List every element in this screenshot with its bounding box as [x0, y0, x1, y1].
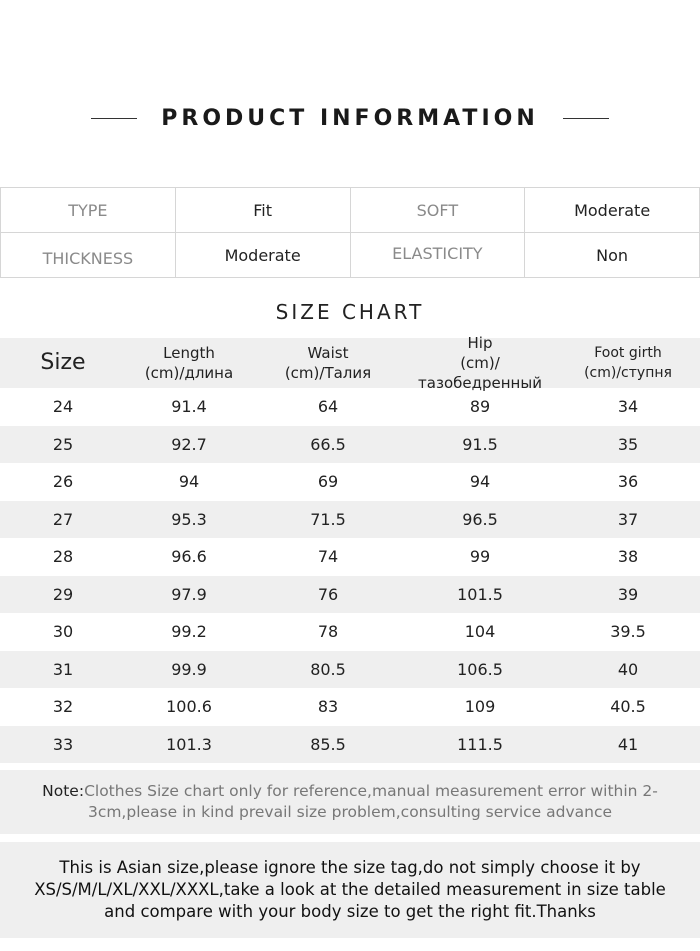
note-paragraph [18, 781, 682, 823]
header-waist-line2: (cm)/Талия [284, 364, 372, 382]
info-label-soft: SOFT [350, 188, 525, 233]
cell-waist: 71.5 [310, 509, 346, 529]
table-row [0, 688, 700, 726]
header-waist [252, 343, 404, 383]
size-chart-body [0, 388, 700, 763]
cell-foot-girth: 37 [617, 509, 639, 529]
heading-right-rule [563, 118, 609, 119]
header-foot-girth-line2: (cm)/ступня [584, 365, 672, 381]
cell-waist: 80.5 [310, 659, 346, 679]
cell-hip: 106.5 [457, 659, 503, 679]
asian-size-notice-text: This is Asian size,please ignore the size tag,do not simply choose it by XS/S/M/L/XL/XXL/XXXL,take a look at the detailed measurement in size table and compare with your body size to get the right fit.Thanks [34, 858, 666, 921]
header-hip-line1: Hip [467, 334, 493, 352]
heading-left-rule [91, 118, 137, 119]
info-row-2 [1, 233, 700, 278]
cell-foot-girth: 34 [617, 397, 639, 417]
cell-hip: 89 [469, 397, 491, 417]
cell-length: 97.9 [171, 584, 207, 604]
cell-waist: 83 [317, 697, 339, 717]
cell-foot-girth: 40.5 [610, 697, 646, 717]
cell-size: 25 [52, 434, 74, 454]
table-row [0, 501, 700, 539]
cell-size: 30 [52, 622, 74, 642]
info-value-soft: Moderate [525, 188, 700, 233]
header-size-label: Size [40, 350, 86, 375]
cell-size: 32 [52, 697, 74, 717]
header-length-line2: (cm)/длина [144, 364, 234, 382]
cell-size: 24 [52, 397, 74, 417]
note-label: Note: [42, 782, 85, 800]
cell-hip: 94 [469, 472, 491, 492]
info-value-type: Fit [175, 188, 350, 233]
cell-waist: 69 [317, 472, 339, 492]
table-row [0, 613, 700, 651]
size-chart-title: SIZE CHART [275, 300, 425, 324]
cell-hip: 111.5 [457, 734, 503, 754]
cell-size: 28 [52, 547, 74, 567]
asian-size-notice [0, 842, 700, 938]
cell-hip: 101.5 [457, 584, 503, 604]
cell-foot-girth: 39 [617, 584, 639, 604]
cell-length: 94 [178, 472, 200, 492]
cell-hip: 99 [469, 547, 491, 567]
cell-length: 95.3 [171, 509, 207, 529]
product-info-table [0, 187, 700, 278]
cell-size: 27 [52, 509, 74, 529]
info-value-thickness: Moderate [175, 233, 350, 278]
header-foot-girth [556, 343, 700, 383]
size-chart-header-row [0, 334, 700, 392]
cell-hip: 91.5 [462, 434, 498, 454]
product-information-heading [0, 100, 700, 136]
header-length [126, 343, 252, 383]
cell-hip: 104 [464, 622, 496, 642]
table-row [0, 538, 700, 576]
cell-hip: 96.5 [462, 509, 498, 529]
cell-length: 92.7 [171, 434, 207, 454]
cell-waist: 66.5 [310, 434, 346, 454]
info-row-1 [1, 188, 700, 233]
cell-length: 101.3 [166, 734, 212, 754]
header-length-line1: Length [163, 344, 215, 362]
size-chart-table [0, 334, 700, 763]
table-row [0, 426, 700, 464]
info-label-thickness: THICKNESS [1, 233, 176, 278]
cell-foot-girth: 36 [617, 472, 639, 492]
info-label-elasticity: ELASTICITY [350, 233, 525, 278]
table-row [0, 388, 700, 426]
header-size [0, 350, 126, 375]
product-information-title: PRODUCT INFORMATION [161, 105, 539, 131]
header-hip-line2: (cm)/тазобедренный [418, 354, 542, 392]
cell-waist: 78 [317, 622, 339, 642]
note-text: Clothes Size chart only for reference,manual measurement error within 2-3cm,please in kind prevail size problem,consulting service advance [84, 782, 658, 821]
info-value-elasticity: Non [525, 233, 700, 278]
info-label-type: TYPE [1, 188, 176, 233]
cell-foot-girth: 35 [617, 434, 639, 454]
cell-length: 99.2 [171, 622, 207, 642]
header-foot-girth-line1: Foot girth [594, 345, 662, 361]
cell-length: 96.6 [171, 547, 207, 567]
cell-size: 29 [52, 584, 74, 604]
cell-waist: 85.5 [310, 734, 346, 754]
cell-foot-girth: 38 [617, 547, 639, 567]
cell-size: 26 [52, 472, 74, 492]
cell-foot-girth: 40 [617, 659, 639, 679]
cell-foot-girth: 39.5 [610, 622, 646, 642]
table-row [0, 463, 700, 501]
cell-waist: 64 [317, 397, 339, 417]
cell-length: 100.6 [166, 697, 212, 717]
header-hip [404, 333, 556, 393]
cell-length: 91.4 [171, 397, 207, 417]
header-waist-line1: Waist [307, 344, 349, 362]
table-row [0, 651, 700, 689]
note-box [0, 770, 700, 834]
cell-waist: 74 [317, 547, 339, 567]
table-row [0, 576, 700, 614]
cell-size: 31 [52, 659, 74, 679]
table-row [0, 726, 700, 764]
cell-hip: 109 [464, 697, 496, 717]
cell-foot-girth: 41 [617, 734, 639, 754]
cell-length: 99.9 [171, 659, 207, 679]
cell-waist: 76 [317, 584, 339, 604]
cell-size: 33 [52, 734, 74, 754]
